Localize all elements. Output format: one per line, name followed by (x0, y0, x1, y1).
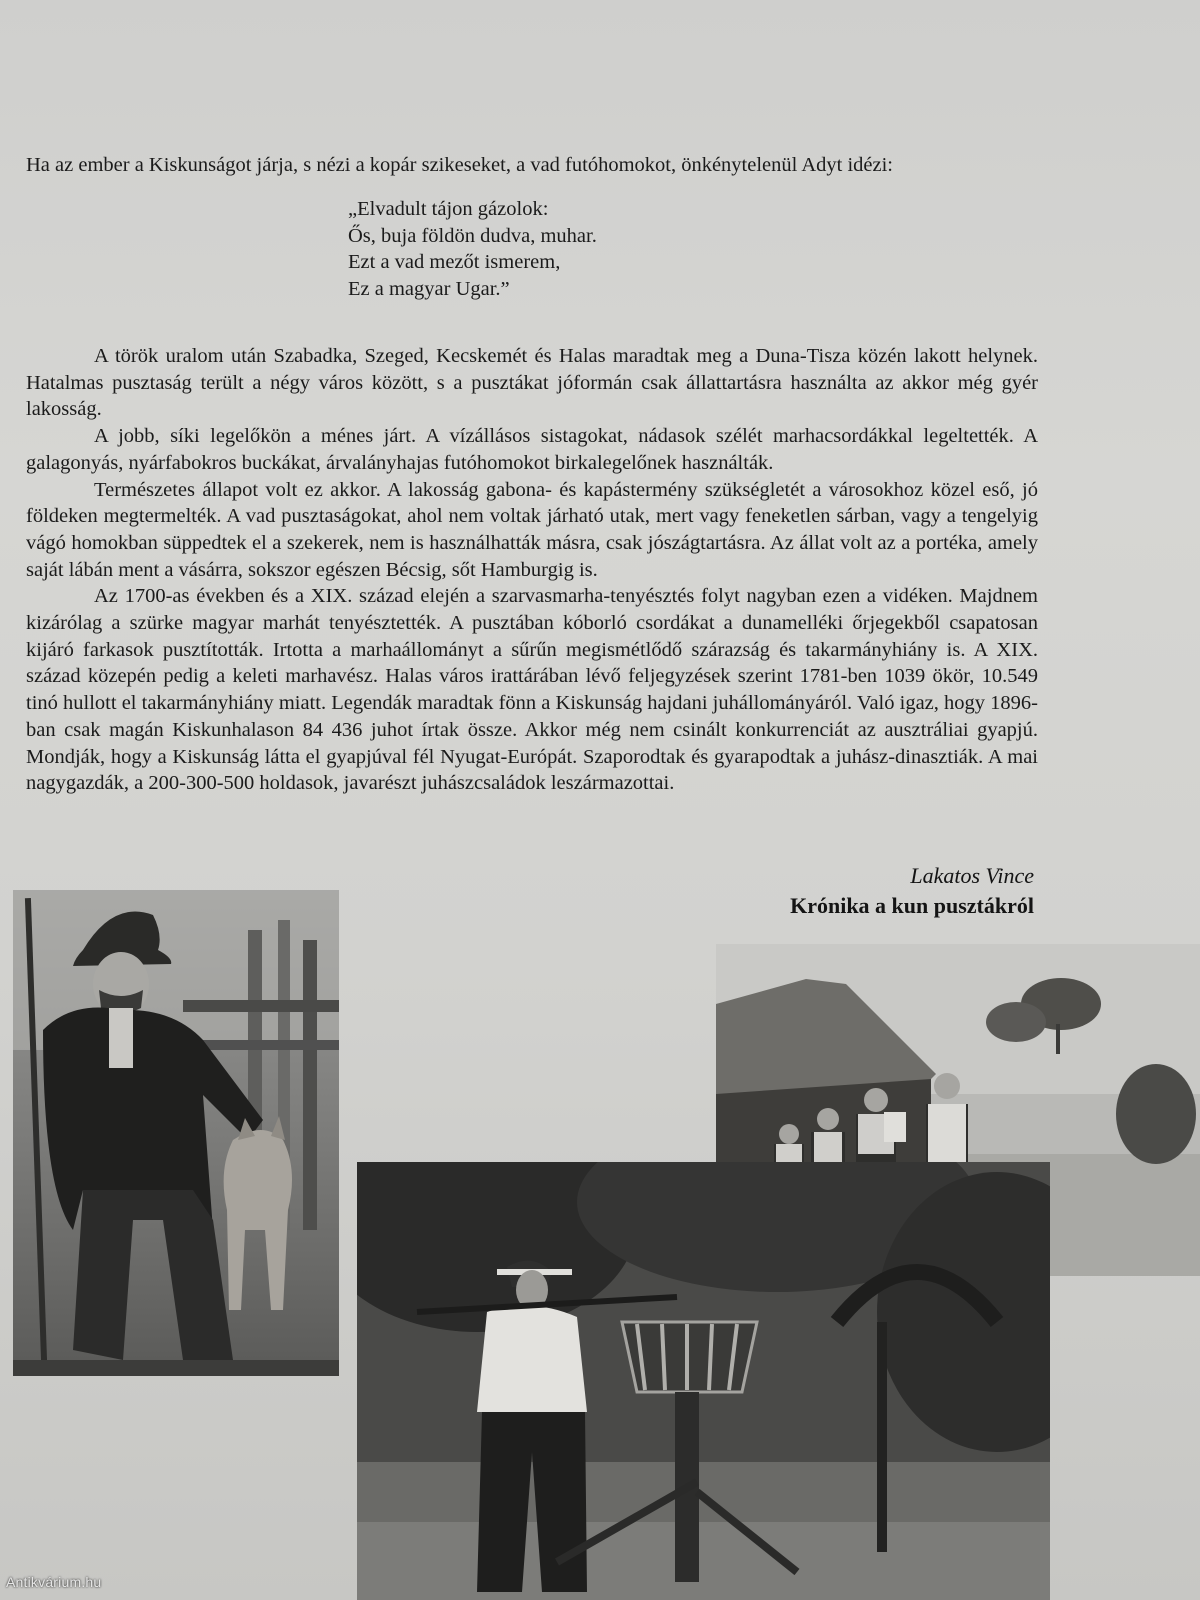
body-text (26, 343, 1038, 797)
watermark: Antikvárium.hu (6, 1574, 102, 1590)
poem-line: Ez a magyar Ugar.” (348, 278, 510, 301)
author-name: Lakatos Vince (910, 863, 1034, 888)
poem-line: Ezt a vad mezőt ismerem, (348, 251, 561, 274)
paragraph: A török uralom után Szabadka, Szeged, Kecskemét és Halas maradtak meg a Duna-Tisza közén lakott helynek. Hatalmas pusztaság terült a négy város között, s a pusztákat jóformán csak állattartásra használta az akkor még gyér lakosság. (26, 345, 1038, 421)
ady-poem-quote (348, 196, 848, 303)
paragraph: Az 1700-as években és a XIX. század elején a szarvasmarha-tenyésztés folyt nagyban ezen a vidéken. Majdnem kizárólag a szürke magyar marhát tenyésztették. A pusztában kóborló csordákat a dunamelléki őrjegekből csapatosan kijáró farkasok pusztították. Irtotta a marhaállományt a sűrűn megismétlődő szárazság és takarmányhiány is. A XIX. század közepén pedig a keleti marhavész. Halas város irattárában lévő feljegyzések szerint 1781-ben 1039 ökör, 10.549 tinó hullott el takarmányhiány miatt. Legendák maradtak fönn a Kiskunság hajdani juhállományáról. Való igaz, hogy 1896-ban csak magán Kiskunhalason 84 436 juhot írtak össze. Akkor még nem csinált konkurrenciát az ausztráliai gyapjú. Mondják, hogy a Kiskunság látta el gyapjúval fél Nyugat-Európát. Szaporodtak és gyarapodtak a juhász-dinasztiák. A mai nagygazdák, a 200-300-500 holdasok, javarészt juhászcsaládok leszármazottai. (26, 585, 1038, 795)
book-title: Krónika a kun pusztákról (790, 893, 1034, 918)
paragraph: Természetes állapot volt ez akkor. A lakosság gabona- és kapástermény szükségletét a városokhoz közel eső, jó földeken megtermelték. A vad pusztaságokat, ahol nem voltak járható utak, mert vagy feneketlen sárban, vagy a tengelyig vágó homokban süppedtek el a szekerek, nem is használhatták másra, csak jószágtartásra. Az állat volt az a portéka, amely saját lábán ment a vásárra, sokszor egészen Bécsig, sőt Hamburgig is. (26, 478, 1038, 581)
man-at-wooden-wheel-photo (357, 1162, 1050, 1600)
shepherd-photo (13, 890, 339, 1376)
poem-line: „Elvadult tájon gázolok: (348, 198, 549, 220)
poem-line: Ős, buja földön dudva, muhar. (348, 224, 597, 247)
paragraph: A jobb, síki legelőkön a ménes járt. A vízállásos sistagokat, nádasok szélét marhacsordákkal legeltették. A galagonyás, nyárfabokros buckákat, árvalányhajas futóhomokot birkalegelőnek használták. (26, 425, 1038, 474)
intro-sentence: Ha az ember a Kiskunságot járja, s nézi a kopár szikeseket, a vad futóhomokot, önkénytelenül Adyt idézi: (26, 154, 893, 176)
source-signature (790, 862, 1034, 922)
